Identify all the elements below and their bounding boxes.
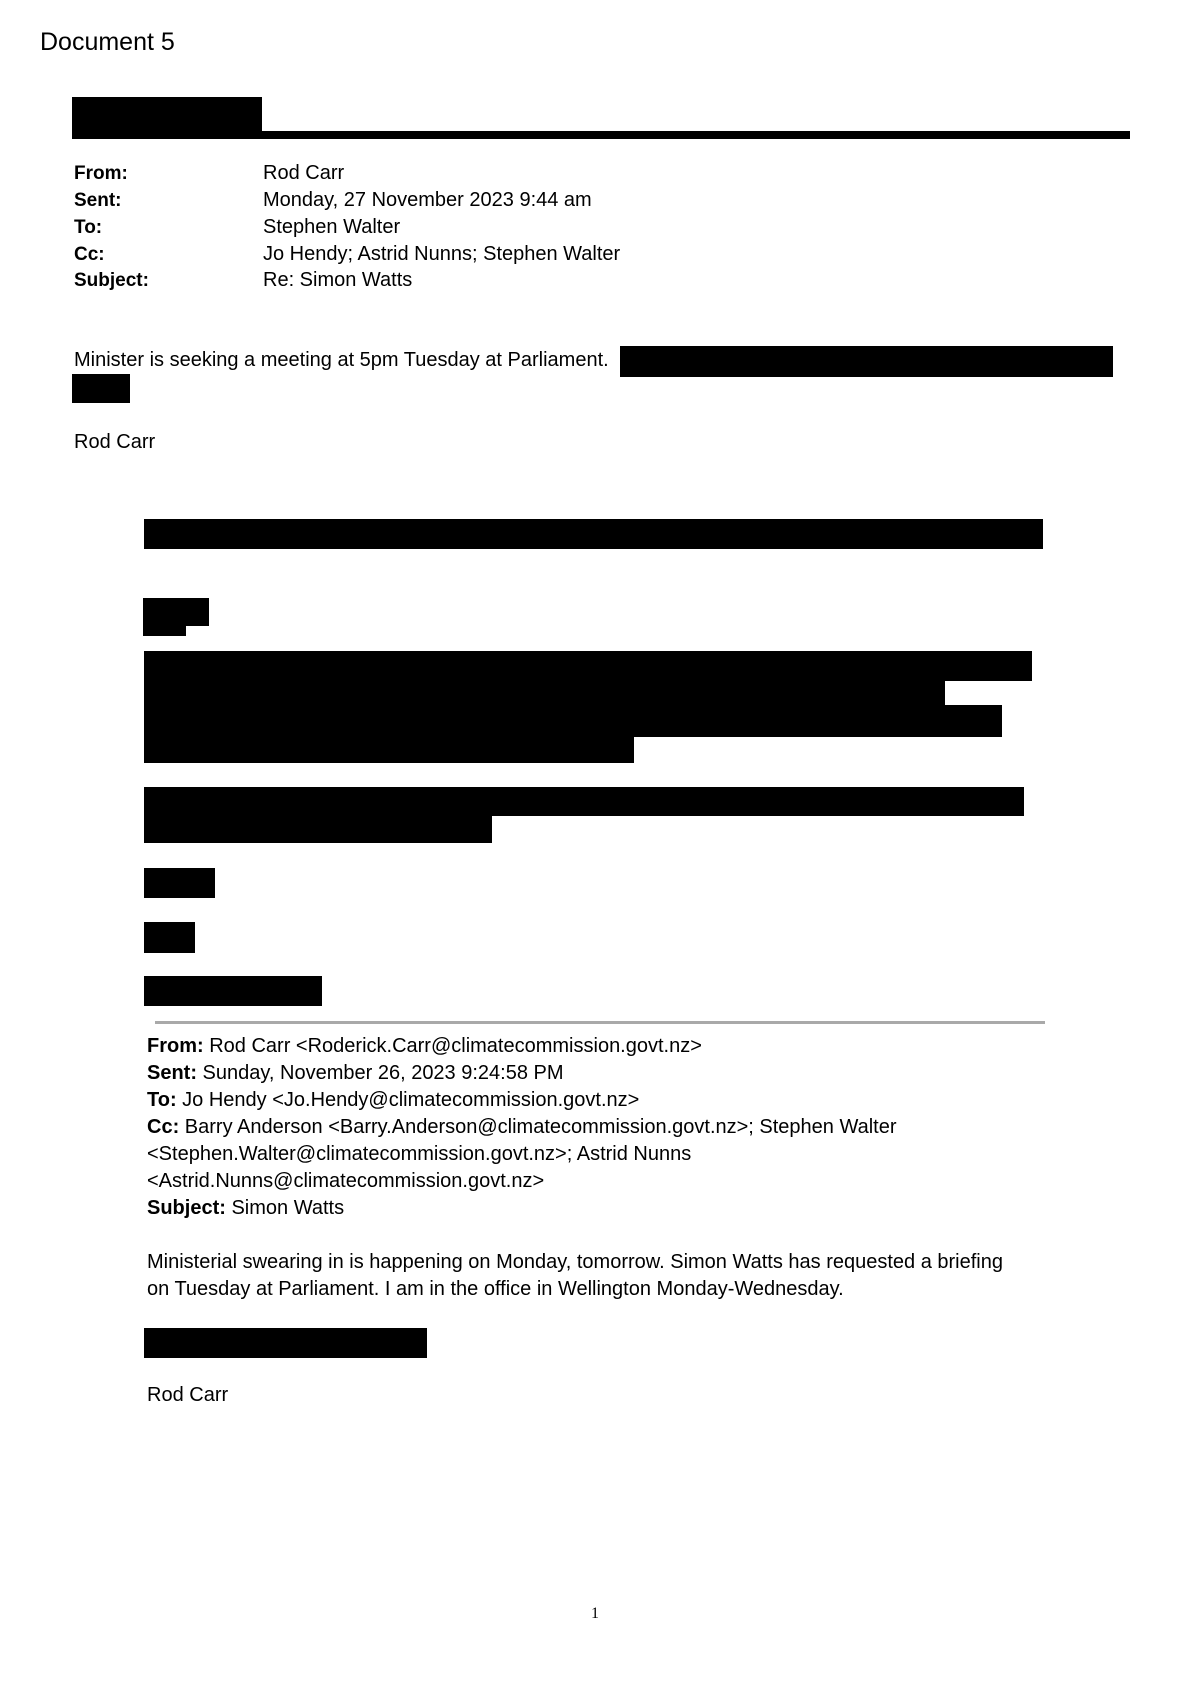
cc-label: Cc: [74,244,105,265]
fw-from-value: Rod Carr <Roderick.Carr@climatecommission.govt.nz> [203,1035,702,1057]
redaction-block [144,519,1043,549]
redaction-block [72,374,130,403]
fw-to-line [147,1087,1047,1114]
forwarded-header [147,1033,1047,1303]
redaction-block [144,705,1002,737]
redaction-block [620,346,1113,377]
fw-body-line-1: Ministerial swearing in is happening on Monday, tomorrow. Simon Watts has requested a briefing [147,1251,1003,1273]
fw-sent-label: Sent: [147,1062,197,1084]
redaction-block [144,737,634,763]
redaction-block [144,1328,427,1358]
subject-label: Subject: [74,270,149,291]
sent-value: Monday, 27 November 2023 9:44 am [263,189,592,211]
fw-sent-line [147,1060,1047,1087]
sent-label: Sent: [74,190,122,211]
from-label: From: [74,163,128,184]
fw-spacer [147,1222,1047,1249]
fw-cc-line-3: <Astrid.Nunns@climatecommission.govt.nz> [147,1170,545,1192]
fw-sent-value: Sunday, November 26, 2023 9:24:58 PM [197,1062,564,1084]
fw-cc-line [147,1114,1047,1141]
fw-from-label: From: [147,1035,204,1057]
from-value: Rod Carr [263,162,345,184]
redaction-block [186,598,209,626]
redaction-block [144,922,195,953]
fw-subject-line [147,1195,1047,1222]
redaction-block [144,976,322,1006]
to-label: To: [74,217,103,238]
fw-cc-value-1: Barry Anderson <Barry.Anderson@climatecommission.govt.nz>; Stephen Walter [179,1116,897,1138]
redaction-block [144,816,492,843]
to-value: Stephen Walter [263,216,401,238]
fw-cc-label: Cc: [147,1116,180,1138]
reply-signature: Rod Carr [74,431,156,453]
redaction-block [144,868,215,898]
forward-separator [155,1021,1045,1024]
page-number: 1 [591,1605,599,1622]
cc-value: Jo Hendy; Astrid Nunns; Stephen Walter [263,243,621,265]
fw-body-line-2: on Tuesday at Parliament. I am in the office in Wellington Monday-Wednesday. [147,1278,844,1300]
fw-to-label: To: [147,1089,177,1111]
fw-subject-label: Subject: [147,1197,226,1219]
reply-body: Minister is seeking a meeting at 5pm Tuesday at Parliament. [74,349,609,371]
fw-from-line [147,1033,1047,1060]
subject-value: Re: Simon Watts [263,269,413,291]
redaction-block [143,598,186,636]
fw-signature: Rod Carr [147,1384,229,1406]
fw-subject-value: Simon Watts [225,1197,345,1219]
document-label: Document 5 [40,28,175,56]
redaction-block [144,787,1024,816]
redaction-block [144,681,945,705]
fw-cc-line-2: <Stephen.Walter@climatecommission.govt.nz>; Astrid Nunns [147,1143,692,1165]
redaction-block [144,651,1032,681]
header-rule [72,131,1130,139]
fw-to-value: Jo Hendy <Jo.Hendy@climatecommission.govt.nz> [176,1089,640,1111]
